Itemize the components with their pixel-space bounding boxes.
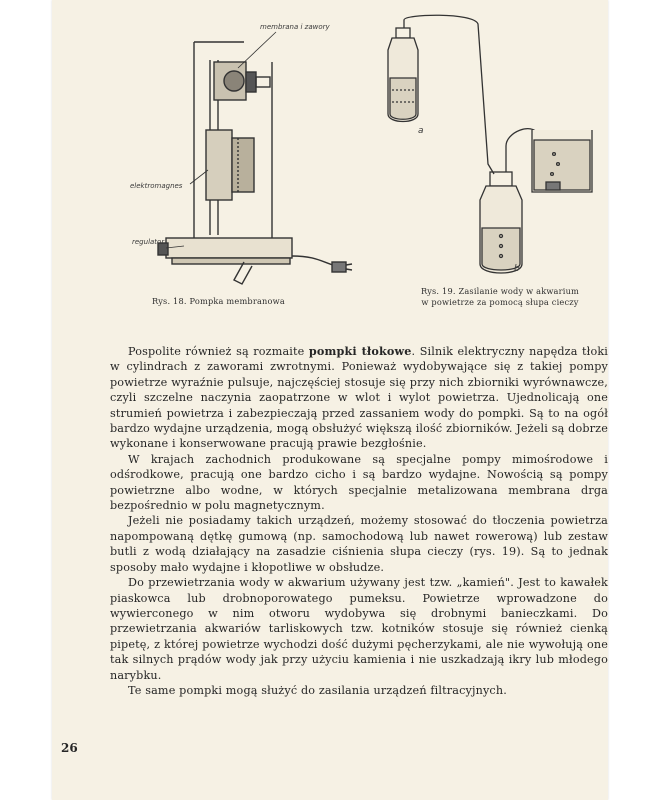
figure-19-caption-line1: Rys. 19. Zasilanie wody w akwarium (420, 286, 580, 296)
p1-start: Pospolite również są rozmaite (128, 345, 309, 358)
label-membrane: membrana i zawory (260, 23, 330, 31)
water-column-drawing (382, 14, 602, 284)
book-page (52, 0, 608, 800)
paragraph-5: Te same pompki mogą służyć do zasilania urządzeń filtracyjnych. (128, 683, 507, 697)
label-electromagnet: elektromagnes (130, 182, 183, 190)
membrane-pump-drawing (126, 10, 356, 300)
label-a: a (418, 126, 424, 136)
figure-18-membrane-pump (126, 10, 356, 300)
page-number: 26 (61, 741, 78, 755)
figure-19-caption-line2: w powietrze za pomocą słupa cieczy (421, 297, 579, 307)
paragraph-3: Jeżeli nie posiadamy takich urządzeń, możemy stosować do tłoczenia powietrza napompowaną dętkę gumową (np. samochodową lub nawet rowerową) lub zestaw butli z wodą działający na zasadzie ciśnienia słupa cieczy (rys. 19). Są to jednak sposoby mało wydajne i kłopotliwe w obsłudze. (110, 514, 608, 574)
paragraph-4: Do przewietrzania wody w akwarium używany jest tzw. „kamień". Jest to kawałek piaskowca lub drobnoporowatego pumeksu. Powietrze wprowadzone do wywierconego w nim otworu wydobywa się drobnymi banieczkami. Do przewietrzania akwariów tarliskowych tzw. kotników stosuje się również cienką pipetę, z której powietrze wychodzi dość dużymi pęcherzykami, ale nie wywołują one tak silnych prądów wody jak przy użyciu kamienia i nie uszkadzają ikry lub młodego narybku. (110, 576, 608, 682)
p1-rest: . Silnik elektryczny napędza tłoki w cylindrach z zaworami zwrotnymi. Ponieważ wydobywające się z takiej pompy powietrze wyraźnie pulsuje, najczęściej stosuje się przy nich zbiorniki wyrównawcze, czyli szczelne naczynia zaopatrzone w wlot i wylot powietrza. Ujednolicają one strumień powietrza i zabezpieczają przed zassaniem wody do pompki. Są to na ogół bardzo wydajne urządzenia, mogą obsłużyć większą ilość zbiorników. Jeżeli są dobrze wykonane i konserwowane pracują prawie bezgłośnie. (110, 345, 609, 451)
label-regulator: regulator (132, 238, 165, 246)
figure-19-water-column (382, 14, 602, 284)
paragraph-2: W krajach zachodnich produkowane są specjalne pompy mimośrodowe i odśrodkowe, pracują one bardzo cicho i są bardzo wydajne. Nowością są pompy powietrzne albo wodne, w których specjalnie metalizowana membrana drga bezpośrednio w polu magnetycznym. (110, 452, 608, 513)
p1-bold-term: pompki tłokowe (308, 344, 412, 358)
figure-19-caption (386, 286, 614, 308)
figure-18-caption: Rys. 18. Pompka membranowa (152, 296, 285, 306)
label-b: b (514, 264, 520, 274)
body-text (110, 344, 608, 698)
paragraph-1 (110, 344, 608, 452)
